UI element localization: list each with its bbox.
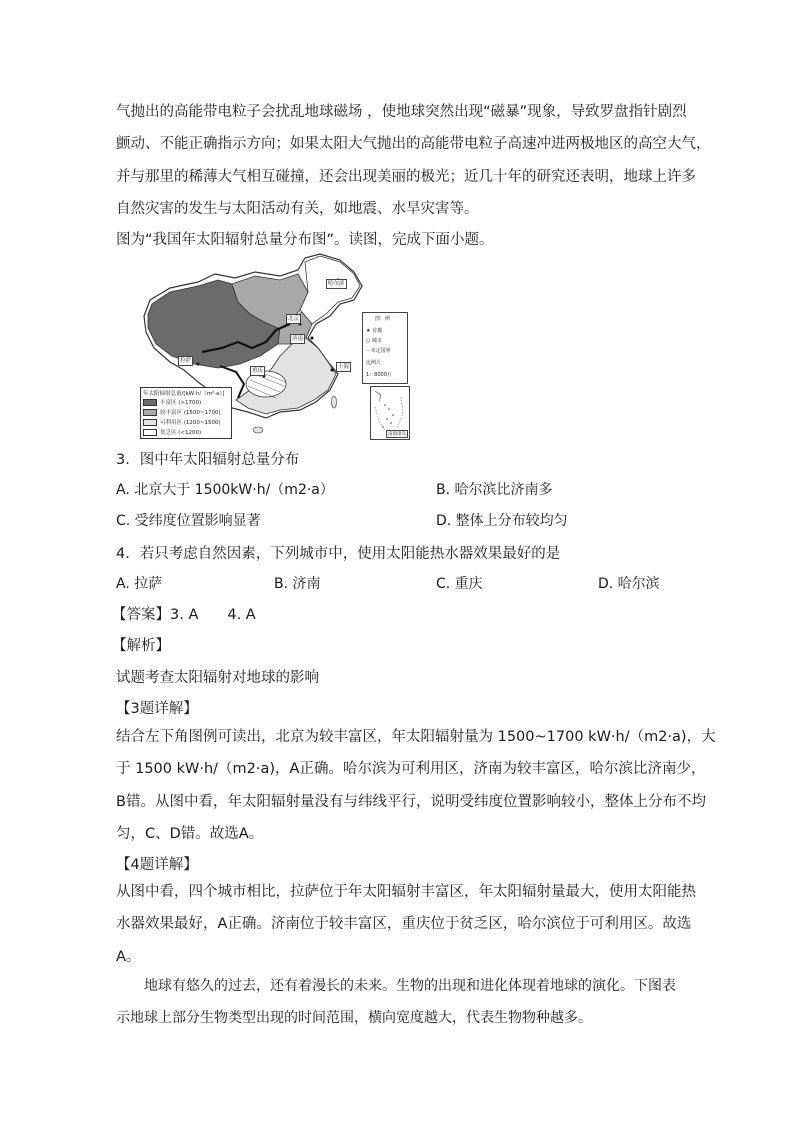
next-passage-line: 示地球上部分生物类型出现的时间范围，横向宽度越大，代表生物物种越多。 (116, 1010, 592, 1027)
legend-item-poor (143, 428, 201, 436)
legend-label: 贫乏区 (<1200) (160, 430, 202, 436)
map-legend-border: ┄ 未定国界 (366, 348, 391, 354)
question-3-option-c: C. 受纬度位置影响显著 (116, 513, 261, 529)
city-label-jinan: 济南 (292, 336, 304, 342)
q4-detail-line: 从图中看，四个城市相比，拉萨位于年太阳辐射丰富区，年太阳辐射量最大，使用太阳能热 (116, 884, 696, 900)
intro-paragraph (116, 96, 711, 226)
q3-detail-text (116, 721, 716, 851)
legend-swatch (143, 429, 157, 436)
legend-title: 年太阳辐射总量/[kW·h/（m²·a）] (143, 391, 225, 397)
radiation-legend (140, 387, 232, 439)
next-passage-line: 地球有悠久的过去，还有着漫长的未来。生物的出现和进化体现着地球的演化。下图表 (116, 978, 676, 994)
map-legend-city: ○ 城市 (366, 338, 382, 344)
south-china-sea-inset (370, 386, 410, 440)
figure-intro: 图为“我国年太阳辐射总量分布图”。读图，完成下面小题。 (116, 232, 494, 248)
city-label-chongqing: 重庆 (252, 368, 264, 374)
solar-radiation-map (140, 252, 408, 440)
map-legend-title: 图 例 (375, 316, 391, 322)
map-legend-scale-title: 比例尺 (366, 360, 382, 366)
legend-label: 丰富区 (>1700) (160, 400, 202, 406)
q3-detail-line: 匀，C、D错。故选A。 (116, 826, 264, 843)
map-legend-capital: ★ 首都 (366, 328, 383, 334)
q4-detail-line: A。 (116, 948, 141, 965)
legend-item-rich (143, 398, 201, 406)
analysis-text: 试题考查太阳辐射对地球的影响 (116, 670, 319, 686)
legend-swatch (143, 419, 157, 426)
analysis-label: 【解析】 (112, 638, 170, 654)
taiwan-island (332, 396, 337, 408)
q4-detail-text (116, 876, 696, 973)
question-4-option-b: B. 济南 (274, 576, 321, 592)
legend-item-usable (143, 418, 221, 426)
city-label-harbin: 哈尔滨 (328, 281, 345, 287)
city-label-shanghai: 上海 (338, 364, 350, 370)
city-dot-jinan (311, 337, 314, 340)
q3-detail-line: 结合左下角图例可读出，北京为较丰富区，年太阳辐射量为 1500~1700 kW·h/（m2·a)，大 (116, 729, 716, 745)
map-legend-scale: 1：8000万 (366, 372, 392, 378)
q4-detail-line: 水器效果最好，A正确。济南位于较丰富区，重庆位于贫乏区，哈尔滨位于可利用区。故选 (116, 916, 692, 933)
answer-label: 【答案】 (112, 607, 170, 623)
legend-swatch (143, 399, 157, 406)
q3-detail-label: 【3题详解】 (116, 701, 198, 717)
question-4-option-d: D. 哈尔滨 (598, 576, 660, 592)
question-3-option-b: B. 哈尔滨比济南多 (436, 482, 553, 498)
question-4-stem: 4．若只考虑自然因素，下列城市中，使用太阳能热水器效果最好的是 (116, 546, 561, 562)
inset-label: 南海诸岛 (388, 432, 406, 437)
answer-row (112, 603, 256, 624)
city-label-beijing: 北京 (288, 316, 300, 322)
answer-text: 3. A 4. A (170, 607, 256, 623)
next-passage (116, 970, 686, 1035)
intro-line: 并与那里的稀薄大气相互碰撞，还会出现美丽的极光；近几十年的研究还表明，地球上许多 (116, 168, 696, 185)
hainan-island (253, 427, 263, 433)
intro-line: 颤动、不能正确指示方向；如果太阳大气抛出的高能带电粒子高速冲进两极地区的高空大气， (116, 136, 711, 153)
question-3-option-a: A. 北京大于 1500kW·h/（m2·a） (116, 482, 334, 498)
legend-swatch (143, 409, 157, 416)
city-label-lhasa: 拉萨 (180, 358, 192, 364)
legend-label: 较丰富区 (1500~1700) (160, 410, 221, 416)
intro-line: 自然灾害的发生与太阳活动有关，如地震、水旱灾害等。 (116, 201, 479, 218)
legend-label: 可利用区 (1200~1500) (160, 420, 221, 426)
map-symbol-legend (362, 312, 408, 384)
city-dot-shanghai (331, 369, 334, 372)
city-dot-lhasa (197, 363, 200, 366)
question-3-stem: 3．图中年太阳辐射总量分布 (116, 452, 300, 468)
q3-detail-line: 于 1500 kW·h/（m2·a)，A正确。哈尔滨为可利用区，济南为较丰富区，哈尔滨比济南少， (116, 761, 706, 778)
question-4-option-a: A. 拉萨 (116, 576, 163, 592)
legend-item-relatively-rich (143, 408, 221, 416)
intro-line: 气抛出的高能带电粒子会扰乱地球磁场 ，使地球突然出现“磁暴”现象，导致罗盘指针剧烈 (116, 104, 687, 120)
question-4-option-c: C. 重庆 (436, 576, 483, 592)
question-3-option-d: D. 整体上分布较均匀 (436, 513, 568, 529)
q4-detail-label: 【4题详解】 (116, 857, 198, 873)
q3-detail-line: B错。从图中看，年太阳辐射量没有与纬线平行，说明受纬度位置影响较小，整体上分布不均 (116, 793, 706, 810)
